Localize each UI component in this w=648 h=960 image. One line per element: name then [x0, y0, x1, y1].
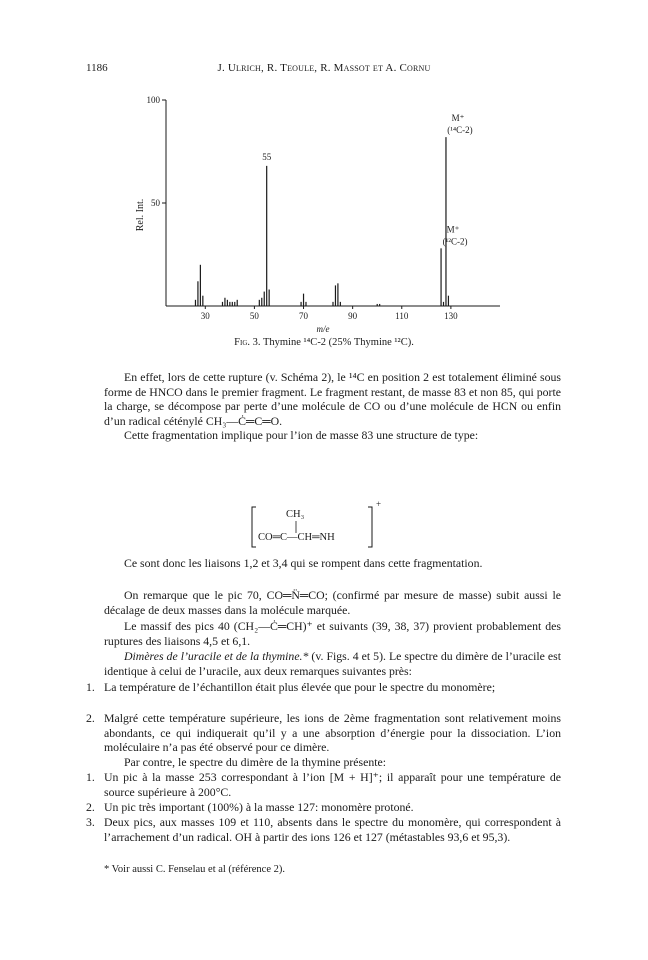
paragraph-3: Ce sont donc les liaisons 1,2 et 3,4 qui se rompent dans cette fragmentation.: [124, 556, 483, 570]
paragraph-7: Par contre, le spectre du dimère de la thymine présente:: [124, 755, 387, 769]
x-tick-label: 110: [395, 311, 409, 321]
molecular-ion-isotope-label: (¹²C-2): [442, 236, 468, 247]
list-number: 1.: [86, 680, 95, 694]
peak-label: 55: [262, 151, 272, 162]
paragraph-1: En effet, lors de cette rupture (v. Schéma 2), le ¹⁴C en position 2 est totalement éliminé sous forme de HNCO dans le premier fragment. Le fragment restant, de masse 83 et non 85, qui porte la charge, se décompose par perte d’une molécule de CO ou d’une molécule de HCN ou enfin d’un radical céténylé CH₃—Ċ═C═O.: [104, 370, 561, 428]
figure-caption-prefix: Fig. 3.: [234, 337, 261, 348]
molecular-ion-label: M⁺: [446, 224, 460, 235]
y-axis-label: Rel. Int.: [135, 198, 146, 232]
list-item: [86, 770, 561, 799]
figure-caption: [0, 337, 648, 348]
list-item: [86, 815, 561, 844]
list-item: [86, 680, 561, 695]
chart-marks: [195, 137, 448, 306]
x-axis-label: m/e: [316, 324, 330, 334]
y-tick-label: 50: [151, 198, 160, 208]
x-tick-label: 50: [249, 311, 259, 321]
x-tick-label: 130: [444, 311, 458, 321]
paragraph-6: [104, 649, 561, 678]
footnote: * Voir aussi C. Fenselau et al (référence 2).: [104, 864, 285, 875]
formula-main-chain: CO═C—CH═NH: [258, 532, 335, 543]
list-text: Deux pics, aux masses 109 et 110, absents dans le spectre du monomère, qui correspondent à l’arrachement d’un radical. OH à partir des ions 126 et 127 (métastables 93,6 et 95,3).: [104, 815, 561, 844]
list-item: [86, 800, 561, 815]
figure-caption-text: Thymine ¹⁴C-2 (25% Thymine ¹²C).: [262, 337, 414, 348]
running-head-authors: J. Ulrich, R. Teoule, R. Massot et A. Cornu: [217, 62, 431, 74]
list-text: Un pic très important (100%) à la masse 127: monomère protoné.: [104, 800, 414, 814]
molecular-ion-label: M⁺: [451, 113, 465, 124]
formula-charge: +: [376, 499, 382, 509]
molecular-ion-isotope-label: (¹⁴C-2): [447, 125, 473, 136]
paragraph-4: On remarque que le pic 70, CO═N̈═CO; (confirmé par mesure de masse) subit aussi le décalage de deux masses dans la molécule marquée.: [104, 588, 561, 617]
page-number: 1186: [86, 62, 108, 74]
list-number: 1.: [86, 770, 95, 784]
mass-spectrum-chart: [0, 0, 648, 340]
x-tick-label: 70: [299, 311, 309, 321]
paragraph-5: Le massif des pics 40 (CH₂—Ċ═CH)⁺ et suivants (39, 38, 37) provient probablement des ruptures des liaisons 4,5 et 6,1.: [104, 619, 561, 648]
list-text: La température de l’échantillon était plus élevée que pour le spectre du monomère;: [104, 680, 496, 694]
paragraph-2: Cette fragmentation implique pour l’ion de masse 83 une structure de type:: [124, 428, 479, 442]
list-number: 2.: [86, 800, 95, 814]
list-number: 2.: [86, 711, 95, 725]
list-item: [86, 711, 561, 755]
structure-formula: [258, 499, 382, 547]
list-number: 3.: [86, 815, 95, 829]
x-tick-label: 30: [200, 311, 210, 321]
x-tick-label: 90: [348, 311, 358, 321]
paragraph-6-text: (v. Figs. 4 et 5). Le spectre du dimère de l’uracile est identique à celui de l’uracile, aux deux remarques suivantes près:: [104, 649, 562, 678]
formula-top-group: CH₃: [286, 509, 305, 520]
section-heading-dimers: Dimères de l’uracile et de la thymine.*: [124, 649, 309, 663]
y-tick-label: 100: [146, 95, 160, 105]
list-text: Un pic à la masse 253 correspondant à l’ion [M + H]⁺; il apparaît pour une température de source supérieure à 200°C.: [104, 770, 561, 799]
list-text: Malgré cette température supérieure, les ions de 2ème fragmentation sont relativement moins abondants, ce qui indiquerait qu’il y a une absorption d’énergie pour la dissociation. L’ion moléculaire n’a pas été observé pour ce dimère.: [104, 711, 561, 755]
